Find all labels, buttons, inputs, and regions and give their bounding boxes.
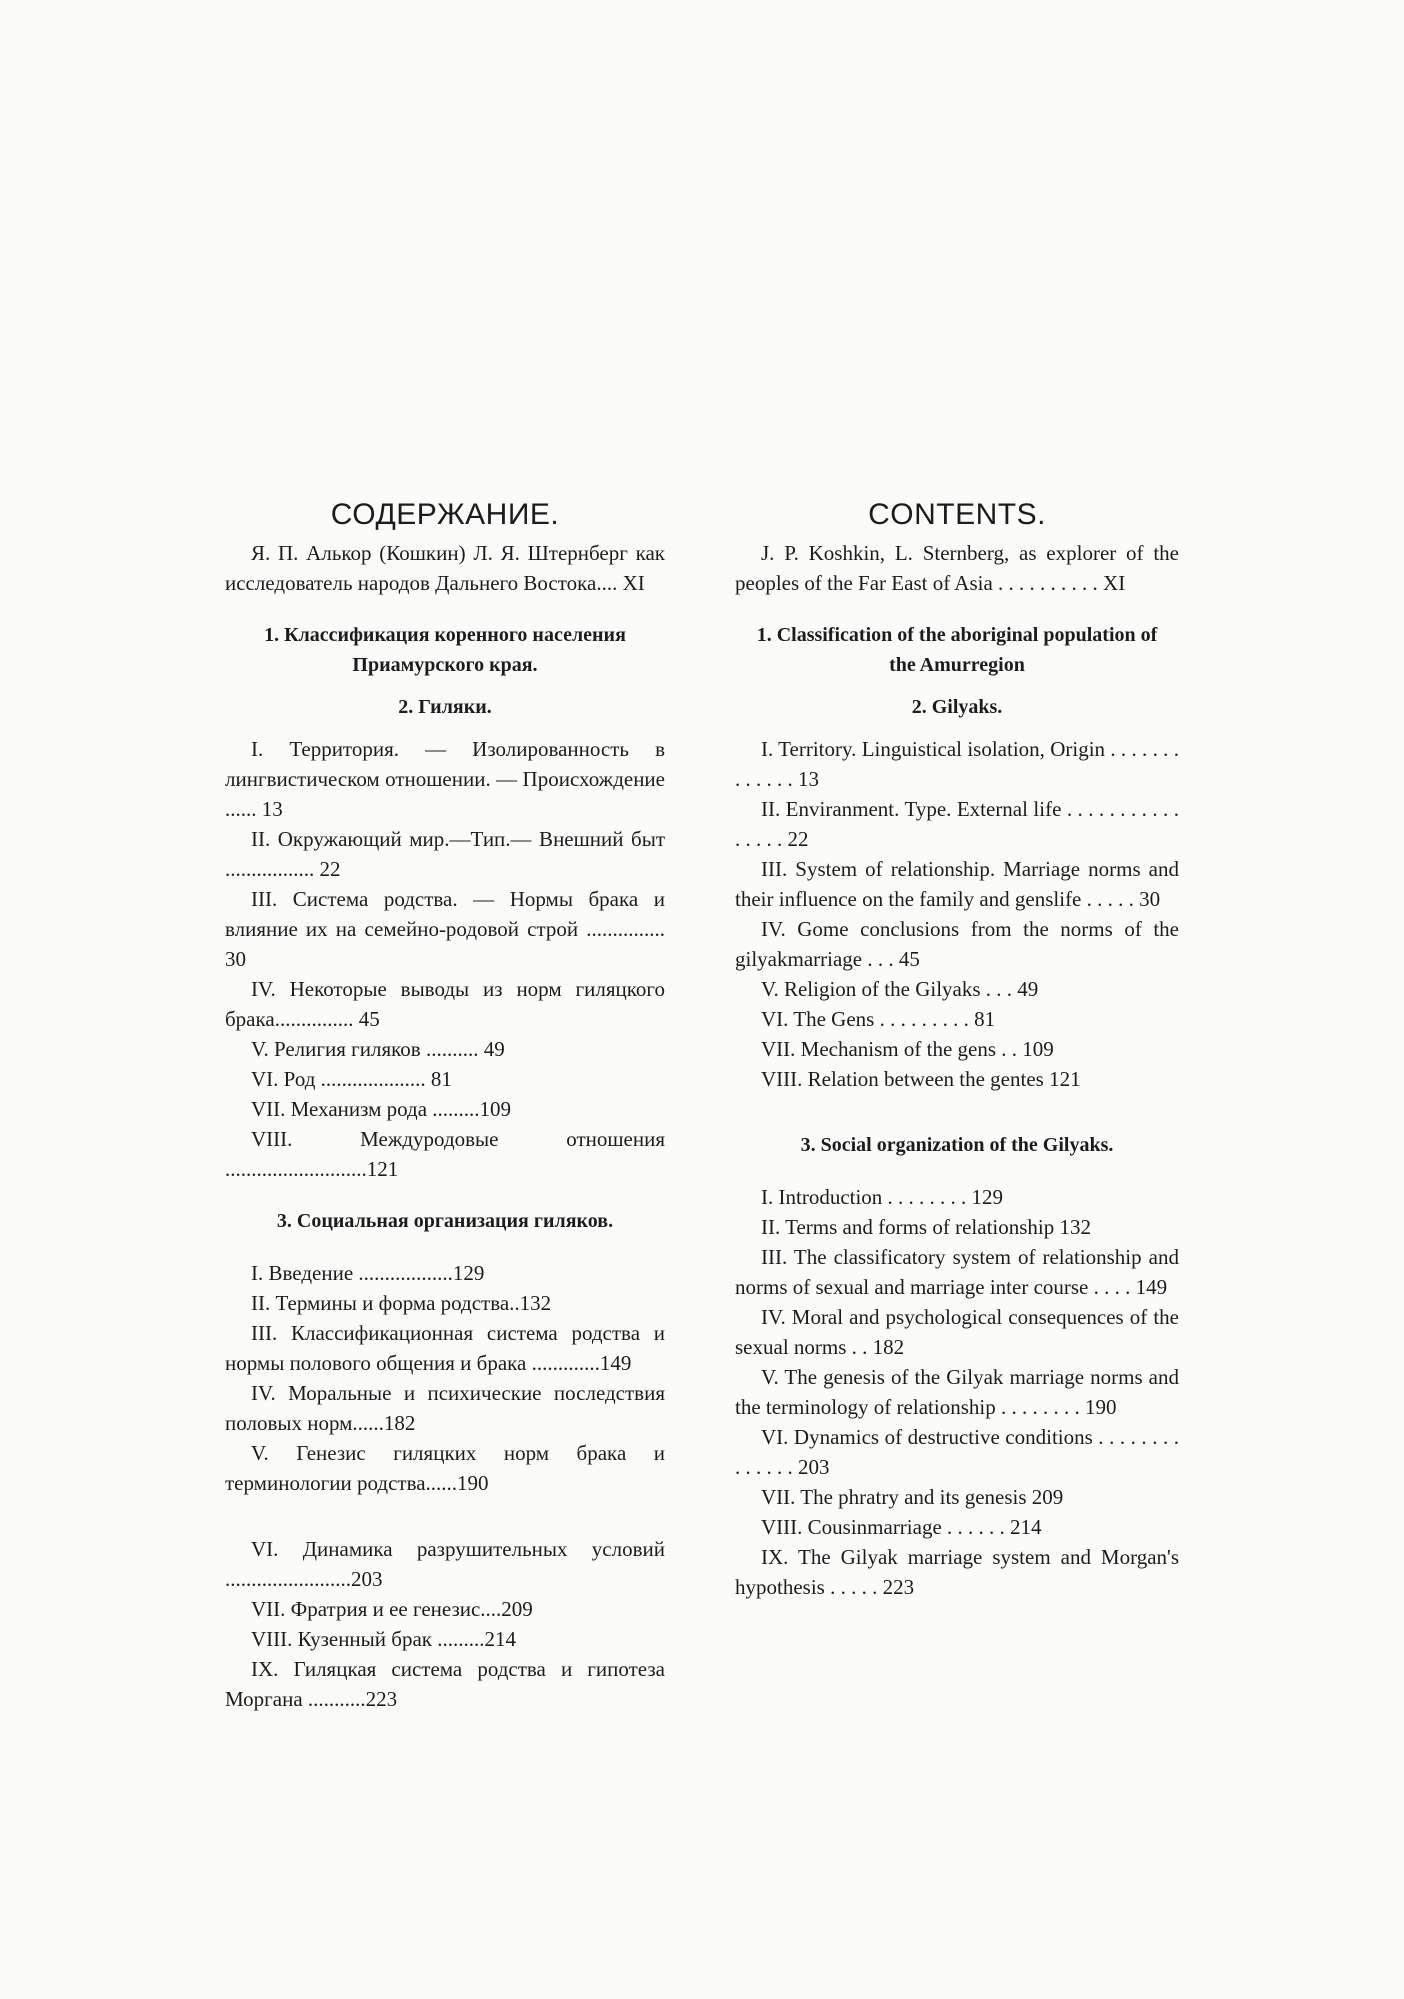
- toc-entry: III. The classificatory system of relationship and norms of sexual and marriage inter course . . . . 149: [735, 1245, 1179, 1299]
- toc-entry: VI. The Gens . . . . . . . . . 81: [761, 1007, 996, 1031]
- contents-column-russian: [225, 498, 665, 1714]
- toc-entry: V. Religion of the Gilyaks . . . 49: [761, 977, 1039, 1001]
- toc-entry: V. The genesis of the Gilyak marriage norms and the terminology of relationship . . . . . . . . 190: [735, 1365, 1179, 1419]
- toc-entry: I. Territory. Linguistical isolation, Origin . . . . . . . . . . . . . 13: [735, 737, 1179, 791]
- toc-entry: VI. Род .................... 81: [251, 1067, 452, 1091]
- toc-entry: VI. Dynamics of destructive conditions . . . . . . . . . . . . . . 203: [735, 1425, 1179, 1479]
- section-heading: 2. Гиляки.: [398, 696, 492, 718]
- toc-entry: III. Классификационная система родства и нормы полового общения и брака .............149: [225, 1321, 665, 1375]
- toc-entry: II. Термины и форма родства..132: [251, 1291, 552, 1315]
- toc-entry: IX. Гиляцкая система родства и гипотеза Моргана ...........223: [225, 1657, 665, 1711]
- toc-entry: V. Религия гиляков .......... 49: [251, 1037, 505, 1061]
- toc-entry: Я. П. Алькор (Кошкин) Л. Я. Штернберг как исследователь народов Дальнего Востока.... XI: [225, 541, 665, 595]
- toc-entry: I. Территория. — Изолированность в лингвистическом отношении. — Происхождение ...... 13: [225, 737, 665, 821]
- toc-entry: IX. The Gilyak marriage system and Morgan's hypothesis . . . . . 223: [735, 1545, 1179, 1599]
- toc-entry: VIII. Cousinmarriage . . . . . . 214: [761, 1515, 1042, 1539]
- toc-entry: III. Система родства. — Нормы брака и влияние их на семейно-родовой строй ............... 30: [225, 887, 665, 971]
- toc-entry: IV. Некоторые выводы из норм гиляцкого брака............... 45: [225, 977, 665, 1031]
- toc-entry: V. Генезис гиляцких норм брака и терминологии родства......190: [225, 1441, 665, 1495]
- toc-entry: I. Introduction . . . . . . . . 129: [761, 1185, 1004, 1209]
- toc-entry: II. Terms and forms of relationship 132: [761, 1215, 1091, 1239]
- toc-entry: J. P. Koshkin, L. Sternberg, as explorer of the peoples of the Far East of Asia . . . . . . . . . . XI: [735, 541, 1179, 595]
- toc-entry: III. System of relationship. Marriage norms and their influence on the family and genslife . . . . . 30: [735, 857, 1179, 911]
- toc-entry: VII. The phratry and its genesis 209: [761, 1485, 1064, 1509]
- contents-column-english: [735, 498, 1179, 1602]
- column-title: СОДЕРЖАНИЕ.: [330, 498, 560, 531]
- toc-entry: VIII. Кузенный брак .........214: [251, 1627, 516, 1651]
- section-heading: 2. Gilyaks.: [911, 696, 1003, 718]
- toc-entry: VI. Динамика разрушительных условий ........................203: [225, 1537, 665, 1591]
- section-heading: 3. Социальная организация гиляков.: [276, 1210, 614, 1232]
- toc-entry: IV. Moral and psychological consequences of the sexual norms . . 182: [735, 1305, 1179, 1359]
- column-title: CONTENTS.: [868, 498, 1046, 531]
- toc-entry: VII. Фратрия и ее генезис....209: [251, 1597, 533, 1621]
- toc-entry: VIII. Междуродовые отношения ...........................121: [225, 1127, 665, 1181]
- toc-entry: IV. Gome conclusions from the norms of the gilyakmarriage . . . 45: [735, 917, 1179, 971]
- toc-entry: I. Введение ..................129: [251, 1261, 485, 1285]
- toc-entry: II. Окружающий мир.—Тип.— Внешний быт ................. 22: [225, 827, 665, 881]
- section-heading: 3. Social organization of the Gilyaks.: [800, 1134, 1114, 1156]
- toc-entry: IV. Моральные и психические последствия половых норм......182: [225, 1381, 665, 1435]
- section-heading: 1. Классификация коренного населения Приамурского края.: [264, 624, 626, 676]
- toc-entry: VII. Механизм рода .........109: [251, 1097, 512, 1121]
- section-heading: 1. Classification of the aboriginal population of the Amurregion: [756, 624, 1158, 676]
- toc-entry: VIII. Relation between the gentes 121: [761, 1067, 1081, 1091]
- toc-entry: VII. Mechanism of the gens . . 109: [761, 1037, 1054, 1061]
- toc-entry: II. Envirаnment. Type. External life . . . . . . . . . . . . . . . . 22: [735, 797, 1179, 851]
